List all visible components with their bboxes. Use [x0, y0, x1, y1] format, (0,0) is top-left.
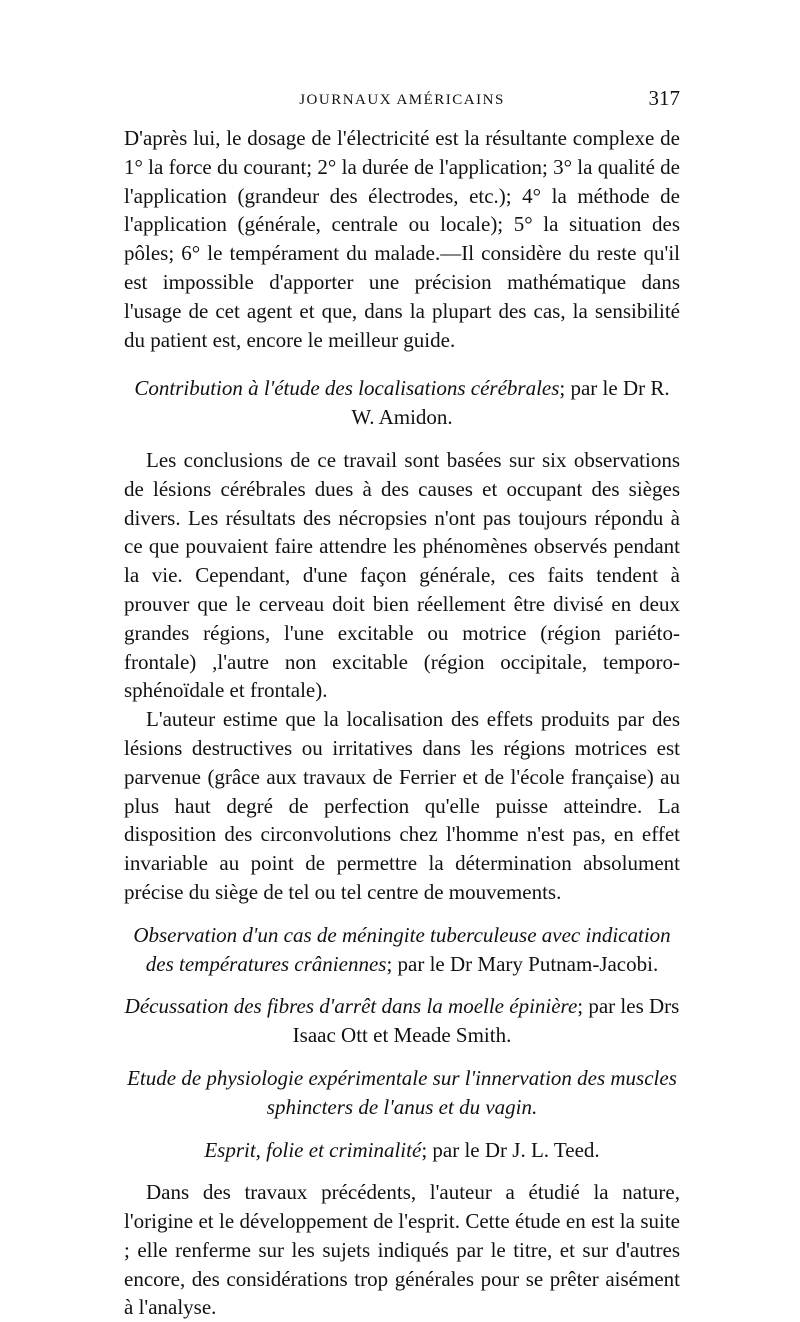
entry-title: Contribution à l'étude des localisations cérébrales	[134, 376, 560, 401]
entry-author: ; par le Dr Mary Putnam-Jacobi.	[386, 951, 659, 976]
entry-title: Etude de physiologie expérimentale sur l'innervation des muscles sphincters de l'anus et du vagin.	[127, 1065, 677, 1119]
page-number: 317	[648, 86, 680, 110]
page-body	[124, 124, 680, 1322]
page-header	[124, 86, 680, 122]
entry-author: ; par les Drs Isaac Ott et Meade Smith.	[292, 994, 680, 1048]
entry-sphincter-innervation	[124, 1064, 680, 1122]
paragraph-electricity-dosage: D'après lui, le dosage de l'électricité est la résultante complexe de 1° la force du courant; 2° la durée de l'application; 3° la qualité de l'application (grandeur des électrodes, etc.); 4° la méthode de l'application (générale, centrale ou locale); 5° la situation des pôles; 6° le tempérament du malade.—Il considère du reste qu'il est impossible d'apporter une précision mathématique dans l'usage de cet agent et que, dans la plupart des cas, la sensibilité du patient est, encore le meilleur guide.	[124, 126, 680, 352]
running-title: JOURNAUX AMÉRICAINS	[299, 92, 505, 108]
entry-title: Observation d'un cas de méningite tuberculeuse avec indication des températures crâniennes	[133, 922, 671, 976]
paragraph-previous-works: Dans des travaux précédents, l'auteur a étudié la nature, l'origine et le développement de l'esprit. Cette étude en est la suite ; elle renferme sur les sujets indiqués par le titre, et sur d'autres encore, des considérations trop générales pour se prêter aisément à l'analyse.	[124, 1180, 680, 1320]
paragraph-conclusions: Les conclusions de ce travail sont basées sur six observations de lésions cérébrales dues à des causes et occupant des sièges divers. Les résultats des nécropsies n'ont pas toujours répondu à ce que pouvaient faire attendre les phénomènes observés pendant la vie. Cependant, d'une façon générale, ces faits tendent à prouver que le cerveau doit bien réellement être divisé en deux grandes régions, l'une excitable ou motrice (région pariéto-frontale) ,l'autre non excitable (région occipitale, temporo-sphénoïdale et frontale).	[124, 447, 680, 703]
entry-cerebral-localisations	[124, 374, 680, 432]
entry-title: Esprit, folie et criminalité	[204, 1137, 422, 1162]
entry-decussation	[124, 992, 680, 1050]
paragraph-author-estimate: L'auteur estime que la localisation des effets produits par des lésions destructives ou irritatives dans les régions motrices est parvenue (grâce aux travaux de Ferrier et de l'école française) au plus haut degré de perfection qu'elle puisse atteindre. La disposition des circonvolutions chez l'homme n'est pas, en effet invariable au point de permettre la détermination absolument précise du siège de tel ou tel centre de mouvements.	[124, 707, 680, 904]
entry-title: Décussation des fibres d'arrêt dans la moelle épinière	[124, 994, 578, 1019]
entry-author: ; par le Dr J. L. Teed.	[421, 1137, 600, 1162]
entry-tuberculous-meningitis	[124, 921, 680, 979]
entry-mind-madness	[124, 1136, 680, 1165]
entry-author: ; par le Dr R. W. Amidon.	[351, 376, 670, 430]
